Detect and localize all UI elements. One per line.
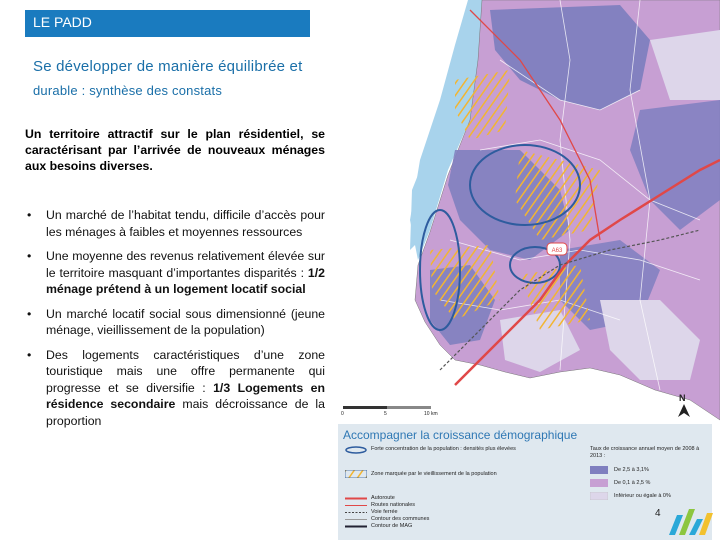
north-arrow-icon xyxy=(677,404,691,418)
legend-growth-low: Inférieur ou égale à 0% xyxy=(614,493,671,499)
mid-growth-swatch xyxy=(590,479,608,487)
legend-title: Accompagner la croissance démographique xyxy=(343,428,578,442)
highway-icon xyxy=(345,497,367,500)
bullet-text: Un marché locatif social sous dimensionné (jeune ménage, vieillissement de la population) xyxy=(46,306,325,337)
bullet-item xyxy=(27,347,325,430)
scale-label-10: 10 km xyxy=(424,411,438,417)
bullet-list xyxy=(27,207,325,437)
section-label: LE PADD xyxy=(33,14,92,30)
legend-density: Forte concentration de la population : densités plus élevées xyxy=(371,446,516,452)
bullet-text: Une moyenne des revenus relativement élevée sur le territoire masquant d’importantes disparités : xyxy=(46,249,325,280)
title-line-2: durable : synthèse des constats xyxy=(33,83,223,98)
bullet-tail-text: mais décroissance de la proportion xyxy=(46,397,325,428)
bullet-bold-text: 1/2 ménage prétend à un logement locatif social xyxy=(46,265,325,296)
mag-outline-icon xyxy=(345,525,367,528)
legend-growth-title: Taux de croissance annuel moyen de 2008 à 2013 : xyxy=(590,446,700,459)
bullet-dot-icon: • xyxy=(27,306,32,321)
national-road-icon xyxy=(345,504,367,507)
bullet-text: Des logements caractéristiques d’une zone touristique mais une offre permanente qui progresse et se diversifie : xyxy=(46,347,325,395)
bullet-item xyxy=(27,306,325,339)
bullet-text: Un marché de l’habitat tendu, difficile d’accès pour les ménages à faibles et moyennes ressources xyxy=(46,208,325,239)
scale-label-5: 5 xyxy=(384,411,387,417)
bullet-item xyxy=(27,248,325,298)
commune-outline-icon xyxy=(345,518,367,521)
bullet-dot-icon: • xyxy=(27,249,32,263)
bullet-bold-text: 1/3 Logements en résidence secondaire xyxy=(46,380,325,411)
page-number: 4 xyxy=(655,508,661,519)
north-label: N xyxy=(679,393,686,403)
intro-paragraph: Un territoire attractif sur le plan résidentiel, se caractérisant par l’arrivée de nouveaux ménages aux besoins diverses. xyxy=(25,127,325,173)
legend-growth-high: De 2,5 à 3,1% xyxy=(614,467,649,473)
bullet-dot-icon: • xyxy=(27,208,32,222)
legend-communes: Contour des communes xyxy=(371,516,430,522)
ageing-hatch-icon xyxy=(345,470,367,478)
high-growth-swatch xyxy=(590,466,608,474)
legend-ageing: Zone marquée par le vieillissement de la population xyxy=(371,471,497,477)
low-growth-swatch xyxy=(590,492,608,500)
road-badge-label: A63 xyxy=(551,248,563,254)
scale-label-0: 0 xyxy=(341,411,344,417)
legend-railway: Voie ferrée xyxy=(371,509,398,515)
railway-icon xyxy=(345,511,367,514)
legend-national-road: Routes nationales xyxy=(371,502,416,508)
organization-logo xyxy=(667,505,715,537)
density-outline-icon xyxy=(345,446,367,454)
bullet-dot-icon: • xyxy=(27,347,32,362)
legend-mag: Contour de MAG xyxy=(371,523,413,529)
bullet-item xyxy=(27,207,325,240)
legend-growth-mid: De 0,1 à 2,5 % xyxy=(614,480,651,486)
title-line-1: Se développer de manière équilibrée et xyxy=(33,58,303,75)
scale-bar-segment xyxy=(343,406,387,409)
legend-highway: Autoroute xyxy=(371,495,395,501)
